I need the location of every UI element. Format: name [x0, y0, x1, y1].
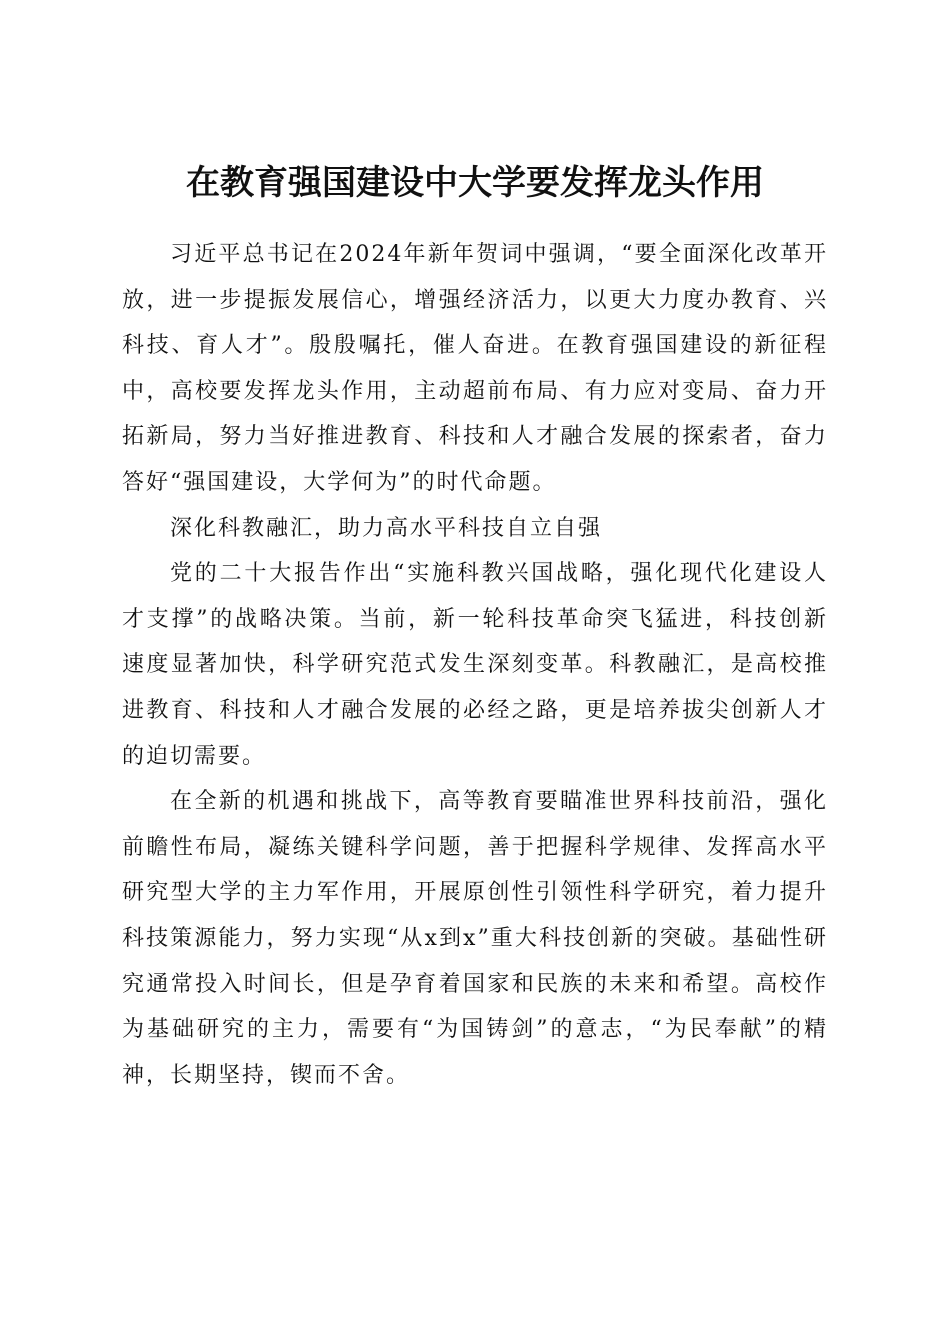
document-title: 在教育强国建设中大学要发挥龙头作用 [186, 162, 764, 203]
document-body [122, 232, 828, 1098]
paragraph-strategy: 党的二十大报告作出“实施科教兴国战略，强化现代化建设人才支撑”的战略决策。当前，新一轮科技革命突飞猛进，科技创新速度显著加快，科学研究范式发生深刻变革。科教融汇，是高校推进教育、科技和人才融合发展的必经之路，更是培养拔尖创新人才的迫切需要。 [122, 561, 828, 769]
paragraph-intro: 习近平总书记在2024年新年贺词中强调，“要全面深化改革开放，进一步提振发展信心，增强经济活力，以更大力度办教育、兴科技、育人才”。殷殷嘱托，催人奋进。在教育强国建设的新征程中，高校要发挥龙头作用，主动超前布局、有力应对变局、奋力开拓新局，努力当好推进教育、科技和人才融合发展的探索者，奋力答好“强国建设，大学何为”的时代命题。 [122, 242, 828, 495]
section-heading: 深化科教融汇，助力高水平科技自立自强 [170, 515, 603, 541]
paragraph-research: 在全新的机遇和挑战下，高等教育要瞄准世界科技前沿，强化前瞻性布局，凝练关键科学问题，善于把握科学规律、发挥高水平研究型大学的主力军作用，开展原创性引领性科学研究，着力提升科技策源能力，努力实现“从x到x”重大科技创新的突破。基础性研究通常投入时间长，但是孕育着国家和民族的未来和希望。高校作为基础研究的主力，需要有“为国铸剑”的意志，“为民奉献”的精神，长期坚持，锲而不舍。 [122, 789, 828, 1088]
